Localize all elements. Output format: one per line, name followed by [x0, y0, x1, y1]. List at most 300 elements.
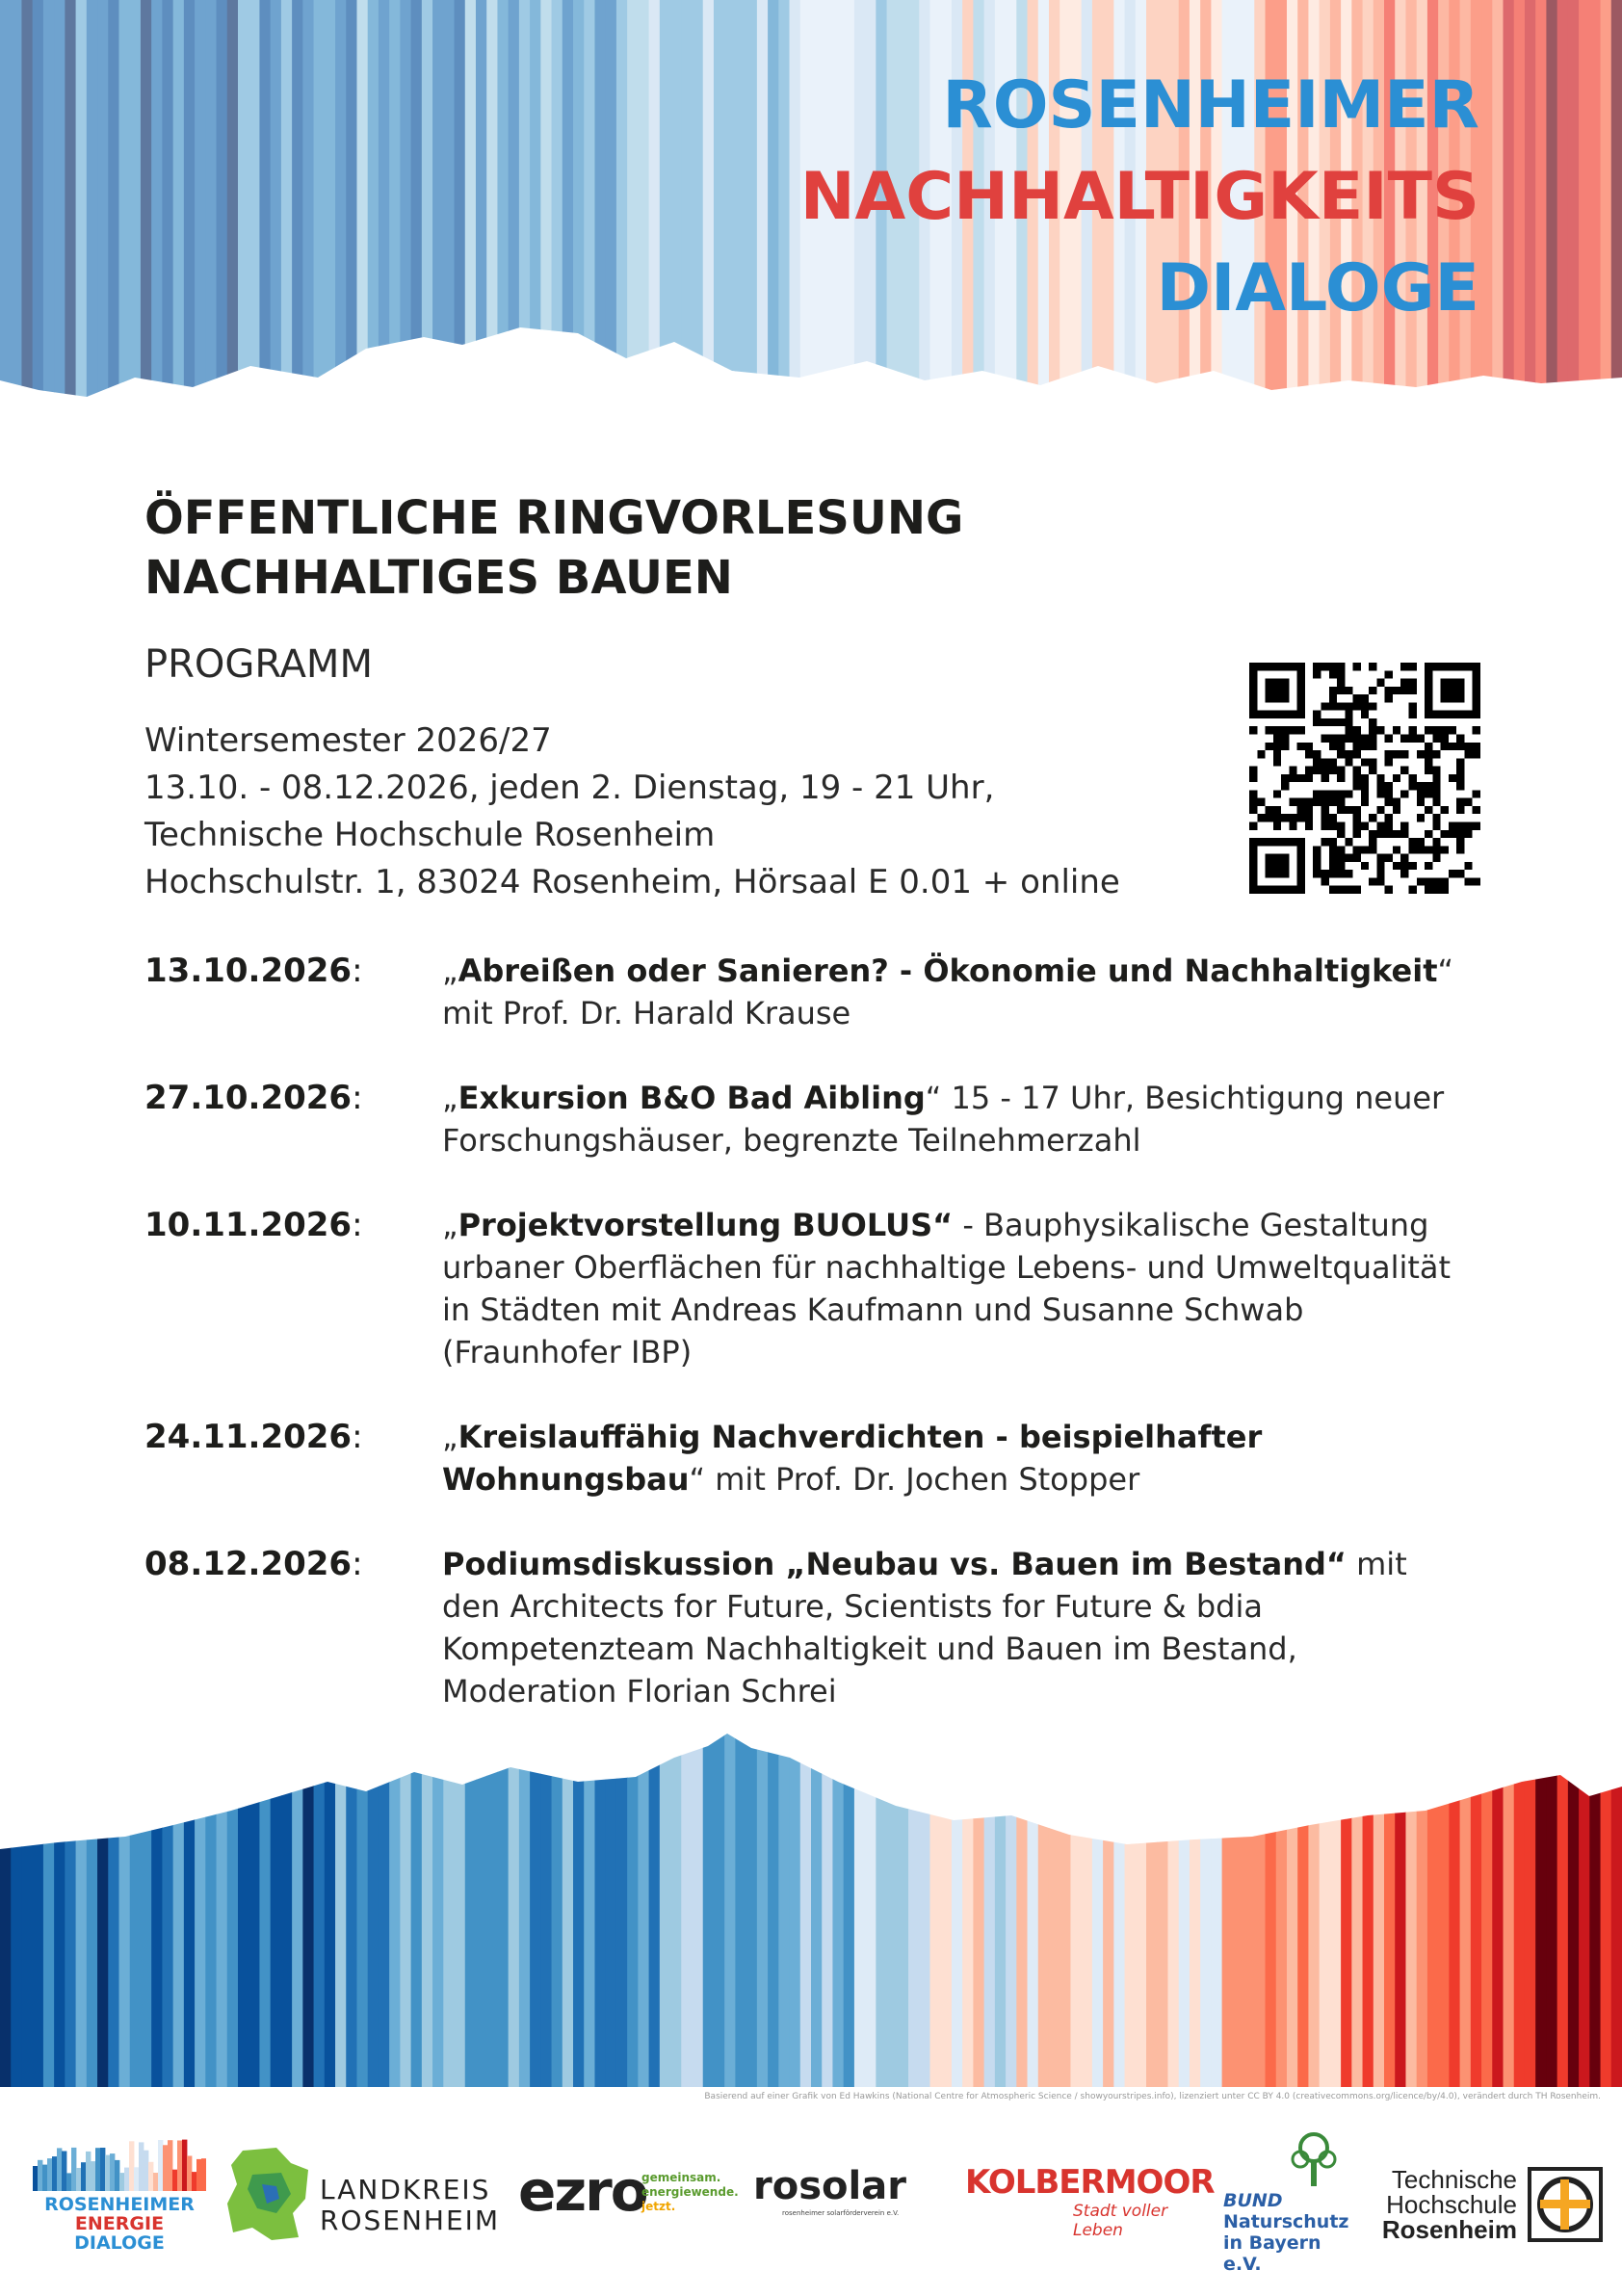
logo-rosolar[interactable]: rosolar rosenheimer solarförderverein e.V. [753, 2164, 906, 2217]
climate-stripe [422, 0, 433, 404]
qr-module [1393, 750, 1400, 758]
qr-module [1297, 838, 1305, 894]
qr-module [1361, 790, 1369, 797]
qr-module [1305, 822, 1313, 830]
climate-stripe [1060, 1729, 1071, 2087]
entry-title: Podiumsdiskussion „Neubau vs. Bauen im Bestand“ [442, 1546, 1347, 1582]
qr-module [1456, 782, 1464, 790]
climate-stripe [714, 1729, 725, 2087]
qr-module [1345, 718, 1352, 726]
qr-module [1337, 854, 1345, 862]
climate-stripe [724, 1729, 736, 2087]
entry-title: Abreißen oder Sanieren? - Ökonomie und Nachhaltigkeit [458, 952, 1438, 989]
climate-stripe [660, 0, 671, 404]
qr-module [1393, 774, 1400, 782]
climate-stripes-bottom [0, 1729, 1622, 2087]
climate-stripe [778, 0, 790, 404]
qr-module [1376, 862, 1384, 870]
qr-module [1266, 854, 1290, 878]
climate-stripe [562, 0, 574, 404]
climate-stripe [217, 0, 228, 404]
qr-module [1393, 687, 1400, 694]
qr-module [1441, 734, 1449, 742]
qr-module [1473, 806, 1480, 814]
qr-module [1289, 726, 1296, 734]
qr-module [1289, 822, 1296, 830]
qr-module [1456, 838, 1464, 846]
logo-th-rosenheim[interactable]: Technische Hochschule Rosenheim [1368, 2167, 1609, 2263]
qr-module [1441, 830, 1449, 838]
climate-stripe [97, 0, 109, 404]
qr-module [1249, 663, 1257, 718]
climate-stripe [670, 1729, 682, 2087]
qr-module [1249, 663, 1305, 670]
climate-stripe [1308, 1729, 1320, 2087]
mini-stripe [62, 2152, 66, 2192]
program-entry [144, 1204, 1493, 1416]
climate-stripe [151, 1729, 163, 2087]
climate-stripe [1038, 1729, 1050, 2087]
climate-stripe [1460, 1729, 1472, 2087]
mini-stripe [201, 2158, 206, 2191]
climate-stripe [594, 1729, 606, 2087]
climate-stripe [65, 1729, 76, 2087]
qr-module [1376, 870, 1384, 877]
qr-module [1417, 846, 1425, 853]
qr-module [1321, 814, 1328, 822]
climate-stripe [1341, 1729, 1352, 2087]
climate-stripe [768, 0, 779, 404]
mini-stripe [42, 2165, 47, 2191]
qr-module [1409, 846, 1417, 853]
climate-stripe [108, 0, 119, 404]
qr-module [1337, 822, 1345, 830]
qr-module [1432, 750, 1440, 758]
logo-rosenheimer-energie-dialoge[interactable]: ROSENHEIMER ENERGIE DIALOGE [33, 2138, 206, 2258]
mini-stripe [172, 2170, 177, 2191]
qr-module [1376, 782, 1384, 790]
partner-logos [0, 2128, 1622, 2273]
climate-stripe [562, 1729, 574, 2087]
semester: Wintersemester 2026/27 [144, 721, 552, 760]
qr-module [1417, 838, 1425, 846]
climate-stripe [335, 1729, 347, 2087]
qr-module [1417, 750, 1425, 758]
qr-module [1337, 702, 1345, 710]
qr-module [1329, 846, 1337, 853]
qr-module [1441, 877, 1449, 885]
mini-stripe [168, 2140, 172, 2191]
qr-module [1369, 846, 1376, 853]
climate-stripe [594, 0, 606, 404]
qr-module [1289, 767, 1296, 774]
qr-module [1313, 758, 1321, 766]
climate-stripe [908, 1729, 920, 2087]
qr-module [1361, 702, 1369, 710]
qr-module [1473, 726, 1480, 734]
climate-stripe [573, 1729, 585, 2087]
qr-module [1361, 774, 1369, 782]
qr-module [1456, 774, 1464, 782]
climate-stripe [0, 1729, 12, 2087]
qr-module [1464, 830, 1472, 838]
qr-module [1441, 743, 1449, 750]
climate-stripe [638, 0, 649, 404]
mini-stripe [52, 2156, 57, 2191]
climate-stripe [1514, 1729, 1526, 2087]
climate-stripe [941, 1729, 953, 2087]
qr-module [1337, 862, 1345, 870]
heading-line-2: NACHHALTIGES BAUEN [144, 551, 733, 605]
institution: Technische Hochschule Rosenheim [144, 816, 716, 854]
climate-stripe [1363, 1729, 1374, 2087]
climate-stripe [1438, 1729, 1450, 2087]
climate-stripe [346, 0, 357, 404]
qr-module [1400, 822, 1408, 830]
climate-stripe [389, 1729, 401, 2087]
qr-module [1456, 734, 1464, 742]
mini-stripe [100, 2148, 105, 2191]
qr-module [1400, 750, 1408, 758]
qr-module [1297, 726, 1305, 734]
qr-module [1361, 822, 1369, 830]
climate-stripe [11, 0, 22, 404]
climate-stripe [259, 0, 271, 404]
qr-module [1464, 822, 1472, 830]
climate-stripe [1092, 1729, 1104, 2087]
logo-ezro[interactable]: ezro gemeinsam. energiewende. jetzt. [518, 2158, 739, 2224]
qr-module [1385, 750, 1393, 758]
qr-code[interactable] [1249, 663, 1480, 894]
qr-module [1345, 750, 1352, 758]
qr-module [1473, 750, 1480, 758]
climate-stripe [844, 1729, 855, 2087]
qr-module [1249, 798, 1257, 806]
climate-stripe [400, 1729, 411, 2087]
qr-module [1425, 750, 1432, 758]
logo-landkreis-rosenheim[interactable]: LANDKREIS ROSENHEIM [223, 2146, 512, 2252]
climate-stripe [584, 1729, 595, 2087]
qr-module [1441, 806, 1449, 814]
climate-stripe [465, 0, 477, 404]
climate-stripe [530, 1729, 541, 2087]
mini-stripe [33, 2166, 38, 2191]
climate-stripe [1254, 1729, 1266, 2087]
qr-module [1417, 798, 1425, 806]
qr-module [1266, 679, 1290, 703]
qr-module [1329, 886, 1337, 894]
qr-module [1353, 854, 1361, 862]
climate-stripe [292, 0, 303, 404]
climate-stripe [832, 1729, 844, 2087]
qr-module [1329, 814, 1337, 822]
qr-module [1425, 862, 1432, 870]
climate-stripe [1243, 1729, 1255, 2087]
climate-stripe [443, 1729, 455, 2087]
climate-stripe [649, 1729, 661, 2087]
heading-line-1: ÖFFENTLICHE RINGVORLESUNG [144, 491, 964, 545]
qr-module [1361, 782, 1369, 790]
mini-stripe [144, 2151, 148, 2191]
qr-module [1281, 782, 1289, 790]
mini-stripe [124, 2168, 129, 2191]
qr-module [1353, 767, 1361, 774]
climate-stripe [11, 1729, 22, 2087]
climate-stripe [638, 1729, 649, 2087]
climate-stripe [151, 0, 163, 404]
climate-stripe [509, 0, 520, 404]
climate-stripe [162, 0, 173, 404]
mini-stripe [38, 2160, 42, 2191]
climate-stripe [627, 1729, 639, 2087]
qr-module [1376, 774, 1384, 782]
qr-module [1281, 774, 1289, 782]
climate-stripe [1589, 0, 1601, 404]
qr-module [1400, 767, 1408, 774]
qr-module [1353, 734, 1361, 742]
qr-module [1400, 854, 1408, 862]
climate-stripe [118, 0, 130, 404]
qr-module [1385, 758, 1393, 766]
qr-module [1321, 790, 1328, 797]
climate-stripe [314, 0, 326, 404]
qr-module [1425, 663, 1480, 670]
climate-stripe [1351, 1729, 1363, 2087]
climate-stripe [184, 0, 196, 404]
entry-date: 10.11.2026: [144, 1206, 363, 1244]
qr-module [1409, 711, 1417, 718]
qr-module [1464, 862, 1472, 870]
mini-stripe [66, 2173, 71, 2191]
climate-stripe [1320, 1729, 1331, 2087]
qr-module [1337, 679, 1345, 687]
climate-stripe [1373, 1729, 1385, 2087]
qr-module [1329, 767, 1337, 774]
qr-module [1456, 822, 1464, 830]
climate-stripe [497, 1729, 509, 2087]
qr-module [1385, 670, 1393, 678]
qr-module [1400, 679, 1408, 687]
qr-module [1353, 886, 1361, 894]
qr-module [1393, 726, 1400, 734]
qr-module [1321, 663, 1328, 670]
climate-stripe [195, 1729, 206, 2087]
climate-stripe [205, 1729, 217, 2087]
qr-module [1409, 782, 1417, 790]
climate-stripe [65, 0, 76, 404]
qr-module [1425, 806, 1432, 814]
qr-module [1321, 774, 1328, 782]
qr-module [1353, 750, 1361, 758]
qr-module [1409, 838, 1417, 846]
qr-module [1249, 838, 1257, 894]
logo-bund-naturschutz[interactable]: BUND Naturschutz in Bayern e.V. [1223, 2130, 1358, 2265]
climate-stripe [800, 1729, 812, 2087]
climate-stripe [368, 0, 379, 404]
qr-module [1345, 711, 1352, 718]
qr-module [1400, 830, 1408, 838]
climate-stripe [1449, 1729, 1460, 2087]
climate-stripe [379, 1729, 390, 2087]
climate-stripe [54, 1729, 65, 2087]
qr-module [1305, 798, 1313, 806]
qr-module [1313, 767, 1321, 774]
climate-stripe [573, 0, 585, 404]
entry-date: 24.11.2026: [144, 1418, 363, 1456]
qr-module [1345, 806, 1352, 814]
climate-stripe [1557, 1729, 1569, 2087]
image-credit: Basierend auf einer Grafik von Ed Hawkins (National Centre for Atmospheric Science / showyourstripes.info), lizenziert unter CC BY 4.0 (creativecommons.org/licence/by/4.0), verändert durch TH Rosenheim. [704, 2092, 1601, 2101]
climate-stripe [1113, 1729, 1125, 2087]
climate-stripe [929, 1729, 941, 2087]
qr-module [1337, 798, 1345, 806]
qr-module [1361, 798, 1369, 806]
qr-module [1281, 726, 1289, 734]
qr-module [1432, 877, 1440, 885]
climate-stripe [1601, 0, 1612, 404]
qr-module [1281, 814, 1289, 822]
qr-module [1313, 870, 1321, 877]
qr-module [1337, 687, 1345, 694]
qr-module [1321, 806, 1328, 814]
climate-stripe [919, 1729, 930, 2087]
qr-module [1361, 862, 1369, 870]
qr-module [1353, 694, 1361, 702]
qr-module [1385, 822, 1393, 830]
qr-module [1393, 806, 1400, 814]
climate-stripe [21, 0, 33, 404]
program-subheading: PROGRAMM [144, 642, 373, 687]
entry-date: 08.12.2026: [144, 1545, 363, 1583]
qr-module [1449, 830, 1456, 838]
qr-module [1393, 846, 1400, 853]
climate-stripe [1167, 1729, 1179, 2087]
program-entry [144, 1077, 1493, 1204]
qr-module [1321, 718, 1328, 726]
climate-stripe [455, 1729, 466, 2087]
qr-module [1449, 774, 1456, 782]
qr-module [1273, 734, 1281, 742]
qr-module [1376, 726, 1384, 734]
climate-stripe [984, 1729, 996, 2087]
qr-module [1329, 734, 1337, 742]
climate-stripe [681, 0, 693, 404]
qr-module [1313, 854, 1321, 862]
qr-module [1329, 687, 1337, 694]
climate-stripe [1330, 1729, 1342, 2087]
entry-title: Kreislauffähig Nachverdichten - beispielhafter Wohnungsbau [442, 1419, 1263, 1498]
entry-description: Podiumsdiskussion „Neubau vs. Bauen im Bestand“ mit den Architects for Future, Scientists for Future & bdia Kompetenzteam Nachhaltigkeit und Bauen im Bestand, Moderation Florian Schrei [442, 1546, 1407, 1709]
qr-module [1376, 790, 1384, 797]
qr-module [1321, 758, 1328, 766]
qr-module [1337, 774, 1345, 782]
climate-stripe [271, 1729, 282, 2087]
qr-module [1305, 806, 1313, 814]
logo-kolbermoor[interactable]: KOLBERMOOR Stadt voller Leben [965, 2163, 1215, 2240]
climate-stripe [33, 0, 44, 404]
qr-module [1249, 774, 1257, 782]
climate-stripe [887, 1729, 899, 2087]
qr-module [1425, 830, 1432, 838]
qr-module [1432, 726, 1440, 734]
climate-stripe [1157, 1729, 1168, 2087]
qr-module [1385, 830, 1393, 838]
climate-stripe [693, 0, 704, 404]
qr-module [1345, 870, 1352, 877]
climate-stripe [130, 0, 142, 404]
climate-stripe [422, 1729, 433, 2087]
climate-stripe [790, 0, 801, 404]
climate-stripe [606, 1729, 617, 2087]
mini-stripe [153, 2173, 158, 2191]
lecture-heading [144, 488, 963, 608]
climate-stripe [302, 0, 314, 404]
qr-module [1432, 846, 1440, 853]
qr-module [1385, 798, 1393, 806]
qr-module [1369, 663, 1376, 670]
climate-stripe [973, 1729, 984, 2087]
qr-module [1289, 774, 1296, 782]
climate-stripe [184, 1729, 196, 2087]
climate-stripe [87, 1729, 98, 2087]
qr-module [1456, 846, 1464, 853]
climate-stripe [1504, 0, 1515, 404]
climate-stripe [1579, 0, 1590, 404]
qr-module [1376, 830, 1384, 838]
qr-module [1329, 702, 1337, 710]
qr-module [1273, 758, 1281, 766]
qr-module [1409, 663, 1417, 670]
mini-stripe [95, 2148, 100, 2191]
qr-module [1266, 806, 1273, 814]
qr-module [1385, 734, 1393, 742]
climate-stripe [1006, 1729, 1017, 2087]
climate-stripe [778, 1729, 790, 2087]
qr-module [1257, 750, 1265, 758]
qr-module [1385, 790, 1393, 797]
climate-stripe [1287, 1729, 1298, 2087]
qr-module [1425, 886, 1432, 894]
program-entry [144, 1416, 1493, 1543]
qr-module [1313, 790, 1321, 797]
qr-module [1376, 854, 1384, 862]
qr-module [1337, 767, 1345, 774]
climate-stripe [411, 1729, 423, 2087]
qr-module [1249, 790, 1257, 797]
qr-module [1464, 798, 1472, 806]
qr-module [1329, 670, 1337, 678]
landkreis-map-icon [223, 2146, 312, 2242]
climate-stripe [530, 0, 541, 404]
qr-module [1369, 830, 1376, 838]
climate-stripe [314, 1729, 326, 2087]
qr-module [1313, 862, 1321, 870]
climate-stripe [1417, 1729, 1428, 2087]
qr-module [1369, 726, 1376, 734]
qr-module [1329, 663, 1337, 670]
qr-module [1337, 718, 1345, 726]
title-line-2: NACHHALTIGKEITS [799, 159, 1479, 235]
climate-stripe [1222, 1729, 1234, 2087]
climate-stripe [497, 0, 509, 404]
climate-stripe [1471, 1729, 1482, 2087]
qr-module [1337, 886, 1345, 894]
qr-module [1385, 886, 1393, 894]
qr-module [1432, 790, 1440, 797]
climate-stripe [1611, 1729, 1622, 2087]
climate-stripe [1405, 1729, 1417, 2087]
qr-module [1369, 758, 1376, 766]
